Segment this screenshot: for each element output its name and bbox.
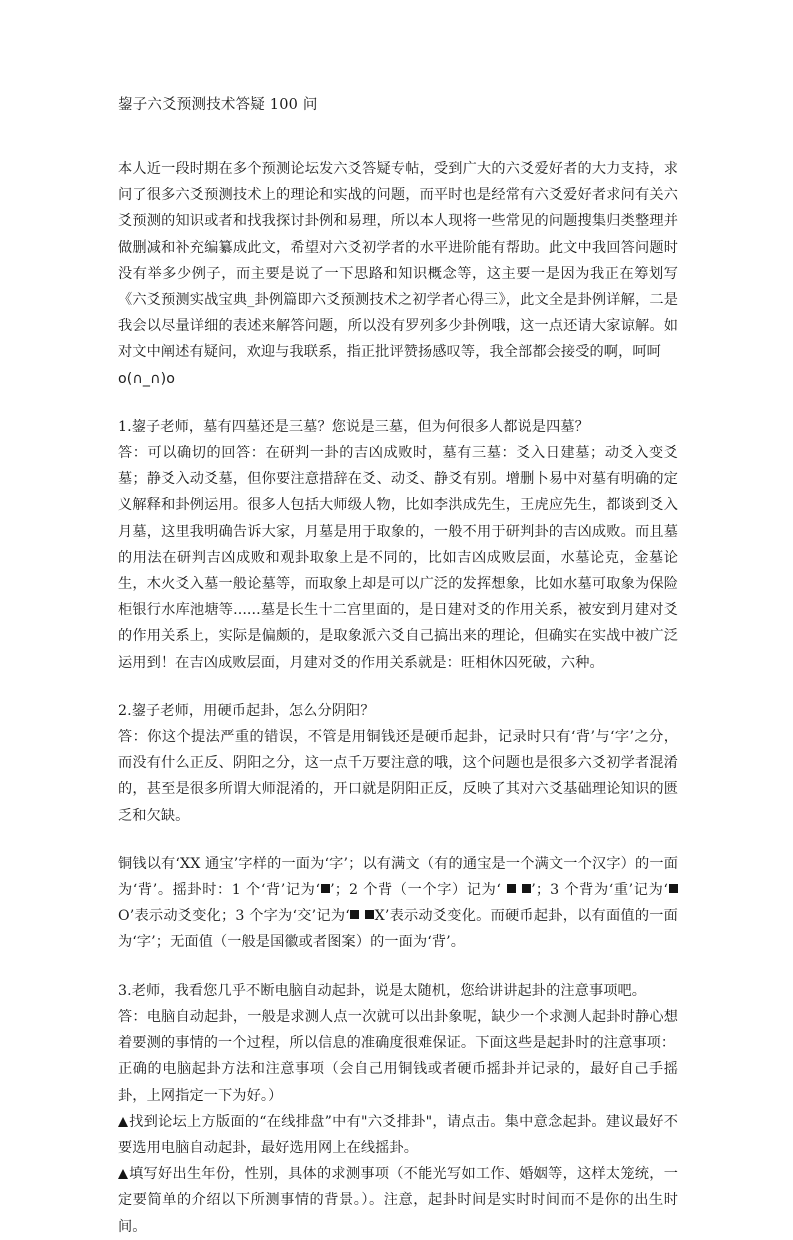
bullet-item-1-text: 找到论坛上方版面的“在线排盘”中有"六爻排卦"，请点击。集中意念起卦。建议最好不要选用电脑自动起卦，最好选用网上在线摇卦。 <box>118 1113 678 1156</box>
bullet-item-2-text: 填写好出生年份，性别，具体的求测事项（不能光写如工作、婚姻等，这样太笼统，一定要简单的介绍以下所测事情的背景。）。注意，起卦时间是实时时间而不是你的出生时间。 <box>118 1166 678 1235</box>
coin-square-icon <box>321 884 330 893</box>
bullet-item-2 <box>118 1161 678 1240</box>
qa-block-2 <box>118 698 678 829</box>
coin-seg-1: 铜钱以有‘XX 通宝’字样的一面为‘字’；以有满文（有的通宝是一个满文一个汉字）的一面为‘背’。摇卦时：1 个‘背’记为‘ <box>118 855 678 899</box>
coin-seg-3 <box>516 882 521 898</box>
question-1: 1.鋆子老师，墓有四墓还是三墓？您说是三墓，但为何很多人都说是四墓？ <box>118 418 589 435</box>
coin-seg-4: ’；3 个背为‘重’记为‘ <box>531 882 668 899</box>
answer-1: 答：可以确切的回答：在研判一卦的吉凶成败时，墓有三墓：爻入日建墓；动爻入变爻墓；静爻入动爻墓，但你要注意措辞在爻、动爻、静爻有别。增删卜易中对墓有明确的定义解释和卦例运用。很多人包括大师级人物，比如李洪成先生，王虎应先生，都谈到爻入月墓，这里我明确告诉大家，月墓是用于取象的，一般不用于研判卦的吉凶成败。而且墓的用法在研判吉凶成败和观卦取象上是不同的，比如吉凶成败层面，水墓论克，金墓论生，木火爻入墓一般论墓等，而取象上却是可以广泛的发挥想象，比如水墓可取象为保险柜银行水库池塘等......墓是长生十二宫里面的，是日建对爻的作用关系，被安到月建对爻的作用关系上，实际是偏颇的，是取象派六爻自己搞出来的理论，但确实在实战中被广泛运用到！在吉凶成败层面，月建对爻的作用关系就是：旺相休囚死破，六种。 <box>118 445 678 671</box>
document-content <box>118 92 678 1240</box>
bullet-item-1 <box>118 1109 678 1161</box>
coin-seg-7: X’表示动爻变化。而硬币起卦，以有面值的一面为‘字’；无面值（一般是国徽或者图案）的一面为‘背’。 <box>118 908 678 951</box>
coin-seg-5: O’表示动爻变化；3 个字为‘交’记为‘ <box>118 908 350 925</box>
question-3: 3.老师，我看您几乎不断电脑自动起卦，说是太随机，您给讲讲起卦的注意事项吧。 <box>118 982 647 999</box>
intro-emoticon: o(∩_∩)o <box>118 370 175 387</box>
answer-3-line-2: 正确的电脑起卦方法和注意事项（会自己用铜钱或者硬币摇卦并记录的，最好自己手摇卦，上网指定一下为好。） <box>118 1061 678 1104</box>
coin-square-icon <box>365 910 374 919</box>
coin-notation-paragraph <box>118 851 678 956</box>
qa-block-1 <box>118 414 678 676</box>
coin-square-icon <box>507 884 516 893</box>
question-2: 2.鋆子老师，用硬币起卦，怎么分阴阳？ <box>118 702 375 719</box>
triangle-bullet-icon <box>118 1169 128 1179</box>
answer-2: 答：你这个提法严重的错误，不管是用铜钱还是硬币起卦，记录时只有‘背’与‘字’之分，而没有什么正反、阴阳之分，这一点千万要注意的哦，这个问题也是很多六爻初学者混淆的，甚至是很多所谓大师混淆的，开口就是阴阳正反，反映了其对六爻基础理论知识的匮乏和欠缺。 <box>118 729 678 824</box>
coin-seg-2: ’；2 个背（一个字）记为‘ <box>330 882 507 899</box>
coin-seg-6 <box>360 908 365 924</box>
coin-notation-block <box>118 851 678 956</box>
coin-square-icon <box>669 884 678 893</box>
answer-3: 答：电脑自动起卦，一般是求测人点一次就可以出卦象呢，缺少一个求测人起卦时静心想着要测的事情的一个过程，所以信息的准确度很难保证。下面这些是起卦时的注意事项： <box>118 1008 678 1052</box>
intro-paragraph: 本人近一段时期在多个预测论坛发六爻答疑专帖，受到广大的六爻爱好者的大力支持，求问了很多六爻预测技术上的理论和实战的问题，而平时也是经常有六爻爱好者求问有关六爻预测的知识或者和找我探讨卦例和易理，所以本人现将一些常见的问题搜集归类整理并做删减和补充编纂成此文，希望对六爻初学者的水平进阶能有帮助。此文中我回答问题时没有举多少例子，而主要是说了一下思路和知识概念等，这主要一是因为我正在筹划写《六爻预测实战宝典_卦例篇即六爻预测技术之初学者心得三》，此文全是卦例详解，二是我会以尽量详细的表述来解答问题，所以没有罗列多少卦例哦，这一点还请大家谅解。如对文中阐述有疑问，欢迎与我联系，指正批评赞扬感叹等，我全部都会接受的啊，呵呵 <box>118 161 678 361</box>
coin-square-icon <box>522 884 531 893</box>
page-title: 鋆子六爻预测技术答疑 100 问 <box>118 97 318 113</box>
coin-square-icon <box>350 910 359 919</box>
intro-block <box>118 156 678 392</box>
qa-block-3 <box>118 978 678 1240</box>
